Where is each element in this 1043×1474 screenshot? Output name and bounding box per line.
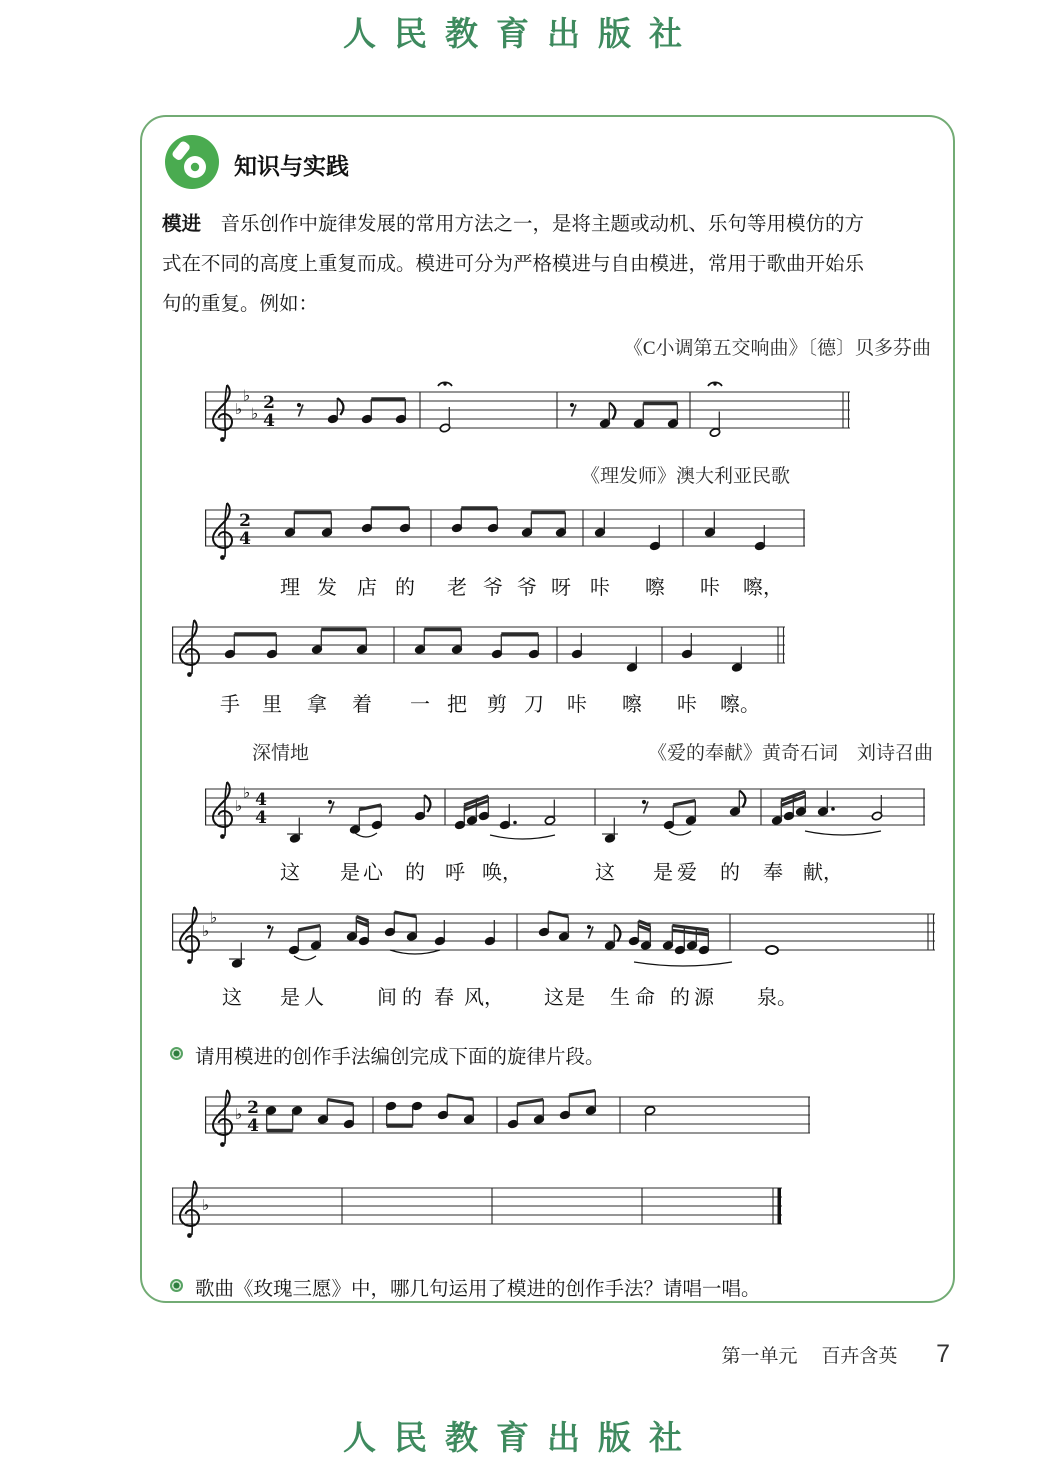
- staff-svg-exercise-empty-staff: [172, 1170, 790, 1242]
- lyric-syllable: 的: [405, 862, 425, 884]
- lyric-syllable: 一: [410, 694, 430, 716]
- lyric-syllable: 咔: [700, 577, 720, 599]
- staff-svg-barber-line2: [172, 609, 793, 683]
- bullet-icon: [170, 1047, 183, 1060]
- footer-unit: 第一单元: [721, 1346, 798, 1367]
- publisher-watermark-top: 人民教育出版社: [343, 17, 700, 53]
- lyric-syllable: 爱: [677, 862, 697, 884]
- lyric-syllable: 风，: [464, 987, 504, 1009]
- svg-text:♭: ♭: [235, 797, 243, 815]
- lyric-syllable: 爷: [517, 577, 537, 599]
- svg-text:♭: ♭: [235, 400, 243, 418]
- lyric-syllable: 爷: [483, 577, 503, 599]
- staff-svg-dedication-line1: [205, 771, 933, 851]
- lyric-syllable: 的: [670, 987, 690, 1009]
- intro-line-1: 模进 音乐创作中旋律发展的常用方法之一，是将主题或动机、乐句等用模仿的方: [162, 214, 865, 235]
- staff-svg-beethoven-5th: [205, 362, 858, 454]
- staff-beethoven: [205, 362, 933, 459]
- staff-barber-2: [172, 609, 933, 718]
- publisher-watermark-bottom: 人民教育出版社: [343, 1421, 700, 1457]
- task-item-2: [170, 1273, 933, 1301]
- staff-svg-barber-line1: [205, 492, 813, 566]
- tempo-marking: 深情地: [252, 743, 310, 764]
- svg-text:2: 2: [247, 1098, 259, 1118]
- lyric-syllable: 的: [402, 987, 422, 1009]
- svg-text:♭: ♭: [251, 404, 259, 423]
- staff-exercise: [205, 1079, 933, 1158]
- lyric-syllable: 是: [340, 862, 360, 884]
- page-number: 7: [936, 1340, 950, 1368]
- staff-dedication-1: [205, 771, 933, 886]
- svg-text:4: 4: [239, 529, 251, 549]
- lyric-syllable: 呀: [551, 577, 571, 599]
- svg-text:♭: ♭: [202, 922, 210, 940]
- lyric-syllable: 着: [352, 694, 372, 716]
- lyric-syllable: 店: [357, 577, 377, 599]
- lyric-syllable: 这: [595, 862, 615, 884]
- lyric-syllable: 是: [565, 987, 585, 1009]
- lyrics-dedication-line2: [172, 981, 935, 1011]
- caption-dedication: 《爱的奉献》黄奇石词 刘诗召曲: [647, 743, 933, 764]
- lyric-syllable: 这: [544, 987, 564, 1009]
- svg-text:4: 4: [247, 1116, 259, 1136]
- lyric-syllable: 泉。: [757, 987, 797, 1009]
- lyric-syllable: 这: [280, 862, 300, 884]
- lyric-syllable: 的: [395, 577, 415, 599]
- lyric-syllable: 嚓，: [743, 577, 783, 599]
- lyric-syllable: 发: [317, 577, 337, 599]
- lyric-syllable: 咔: [590, 577, 610, 599]
- lyric-syllable: 命: [635, 987, 655, 1009]
- task-2-text: 歌曲《玫瑰三愿》中，哪几句运用了模进的创作手法？请唱一唱。: [195, 1279, 761, 1300]
- svg-text:♭: ♭: [243, 783, 251, 802]
- lyric-syllable: 里: [262, 694, 282, 716]
- svg-text:2: 2: [263, 393, 275, 413]
- task-1-text: 请用模进的创作手法编创完成下面的旋律片段。: [195, 1047, 605, 1068]
- knowledge-practice-box: [140, 115, 955, 1303]
- staff-dedication-2: [172, 896, 933, 1011]
- music-badge-icon: [164, 134, 220, 195]
- intro-line-2: 式在不同的高度上重复而成。模进可分为严格模进与自由模进，常用于歌曲开始乐: [162, 254, 865, 275]
- lyric-syllable: 手: [220, 694, 240, 716]
- svg-text:♭: ♭: [235, 1105, 243, 1123]
- lyrics-dedication-line1: [205, 856, 925, 886]
- intro-paragraph: [162, 205, 933, 325]
- page-footer: [0, 1340, 950, 1369]
- lyric-syllable: 嚓: [645, 577, 665, 599]
- lyric-syllable: 嚓。: [720, 694, 760, 716]
- footer-unit-title: 百卉含英: [821, 1346, 898, 1367]
- lyric-syllable: 心: [363, 862, 383, 884]
- svg-text:2: 2: [239, 511, 251, 531]
- lyric-syllable: 呼: [445, 862, 465, 884]
- intro-line-3: 句的重复。例如：: [162, 294, 319, 315]
- lyric-syllable: 把: [447, 694, 467, 716]
- lyric-syllable: 咔: [567, 694, 587, 716]
- lyric-syllable: 源: [694, 987, 714, 1009]
- staff-barber-1: [205, 492, 933, 601]
- staff-svg-exercise-melody: [205, 1079, 818, 1153]
- lyric-syllable: 嚓: [622, 694, 642, 716]
- svg-text:♭: ♭: [243, 386, 251, 405]
- svg-text:4: 4: [255, 790, 267, 810]
- lyric-syllable: 人: [304, 987, 324, 1009]
- svg-text:4: 4: [263, 411, 275, 431]
- svg-text:♭: ♭: [202, 1196, 210, 1214]
- lyric-syllable: 是: [653, 862, 673, 884]
- caption-row-dedication: [162, 738, 933, 765]
- lyric-syllable: 剪: [487, 694, 507, 716]
- lyric-syllable: 唤，: [482, 862, 522, 884]
- task-item-1: [170, 1041, 933, 1069]
- lyric-syllable: 理: [280, 577, 300, 599]
- lyrics-barber-line1: [205, 571, 805, 601]
- lyric-syllable: 献，: [803, 862, 843, 884]
- lyric-syllable: 老: [447, 577, 467, 599]
- lyric-syllable: 的: [720, 862, 740, 884]
- lyric-syllable: 刀: [524, 694, 544, 716]
- term-mojin: 模进: [162, 214, 202, 235]
- svg-text:♭: ♭: [210, 908, 218, 927]
- svg-text:4: 4: [255, 808, 267, 828]
- lyric-syllable: 春: [434, 987, 454, 1009]
- lyric-syllable: 奉: [763, 862, 783, 884]
- bullet-icon: [170, 1279, 183, 1292]
- staff-svg-dedication-line2: [172, 896, 943, 976]
- staff-exercise-empty: [172, 1170, 933, 1247]
- section-title: 知识与实践: [234, 152, 349, 179]
- lyric-syllable: 生: [610, 987, 630, 1009]
- lyric-syllable: 这: [222, 987, 242, 1009]
- lyric-syllable: 间: [377, 987, 397, 1009]
- caption-beethoven: 《C小调第五交响曲》〔德〕贝多芬曲: [623, 338, 931, 359]
- lyrics-barber-line2: [172, 688, 785, 718]
- caption-barber: 《理发师》澳大利亚民歌: [580, 466, 790, 487]
- lyric-syllable: 拿: [307, 694, 327, 716]
- lyric-syllable: 咔: [677, 694, 697, 716]
- lyric-syllable: 是: [280, 987, 300, 1009]
- section-header: [164, 135, 933, 193]
